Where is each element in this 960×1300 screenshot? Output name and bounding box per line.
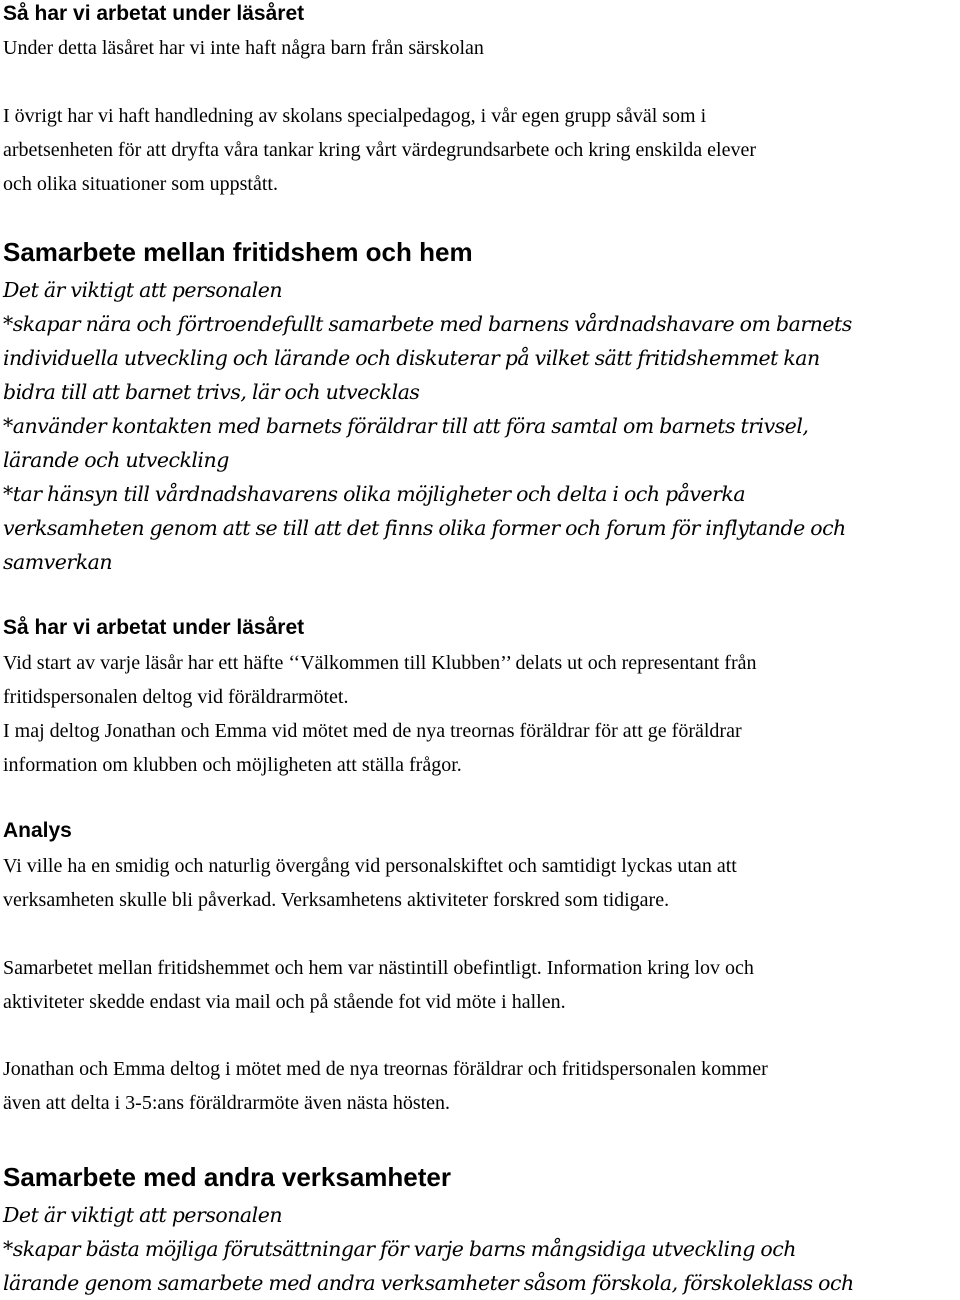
text-line: Jonathan och Emma deltog i mötet med de nya treornas föräldrar och fritidspersonalen kommer [3,1058,768,1080]
text-line: I övrigt har vi haft handledning av skolans specialpedagog, i vår egen grupp såväl som i [3,105,707,127]
curriculum-goals-andra-verksamheter [3,1198,958,1300]
text-line: information om klubben och möjligheten att ställa frågor. [3,754,462,776]
goal-line: individuella utveckling och lärande och diskuterar på vilket sätt fritidshemmet kan [3,346,820,370]
goal-line: *skapar nära och förtroendefullt samarbete med barnens vårdnadshavare om barnets [3,312,852,336]
text-line: Under detta läsåret har vi inte haft några barn från särskolan [3,37,484,59]
text-line: I maj deltog Jonathan och Emma vid mötet med de nya treornas föräldrar för att ge föräldrar [3,720,742,742]
text-line: arbetsenheten för att dryfta våra tankar kring vårt värdegrundsarbete och kring enskilda elever [3,139,756,161]
section-heading-arbetat-2: Så har vi arbetat under läsåret [3,616,305,639]
text-line: och olika situationer som uppstått. [3,173,278,195]
text-line: fritidspersonalen deltog vid föräldrarmötet. [3,686,349,708]
section-heading-analys: Analys [3,819,72,842]
text-line: Vi ville ha en smidig och naturlig övergång vid personalskiftet och samtidigt lyckas utan att [3,855,737,877]
paragraph-samarbetet [3,951,958,1019]
section-heading-arbetat-1: Så har vi arbetat under läsåret [3,2,305,25]
paragraph-handledning [3,99,958,201]
section-heading-andra-verksamheter: Samarbete med andra verksamheter [3,1162,452,1192]
paragraph-jonathan-emma [3,1052,958,1120]
goal-line: samverkan [3,550,113,574]
goal-line: lärande och utveckling [3,448,229,472]
paragraph-valkommen [3,646,958,782]
goal-line: Det är viktigt att personalen [3,278,283,302]
goal-line: bidra till att barnet trivs, lär och utvecklas [3,380,420,404]
text-line: Samarbetet mellan fritidshemmet och hem var nästintill obefintligt. Information kring lov och [3,957,754,979]
paragraph-overgang [3,849,958,917]
paragraph-sarskolan [3,31,958,65]
text-line: Vid start av varje läsår har ett häfte ‘‘Välkommen till Klubben’’ delats ut och representant från [3,652,757,674]
text-line: även att delta i 3-5:ans föräldrarmöte även nästa hösten. [3,1092,451,1114]
goal-line: *skapar bästa möjliga förutsättningar för varje barns mångsidiga utveckling och [3,1237,796,1261]
curriculum-goals-fritidshem-hem [3,273,958,579]
text-line: verksamheten skulle bli påverkad. Verksamhetens aktiviteter forskred som tidigare. [3,889,670,911]
section-heading-fritidshem-hem: Samarbete mellan fritidshem och hem [3,237,473,267]
text-line: aktiviteter skedde endast via mail och på stående fot vid möte i hallen. [3,991,566,1013]
goal-line: lärande genom samarbete med andra verksamheter såsom förskola, förskoleklass och [3,1271,854,1295]
goal-line: Det är viktigt att personalen [3,1203,283,1227]
goal-line: *använder kontakten med barnets föräldrar till att föra samtal om barnets trivsel, [3,414,809,438]
goal-line: verksamheten genom att se till att det finns olika former och forum för inflytande och [3,516,846,540]
goal-line: *tar hänsyn till vårdnadshavarens olika möjligheter och delta i och påverka [3,482,746,506]
